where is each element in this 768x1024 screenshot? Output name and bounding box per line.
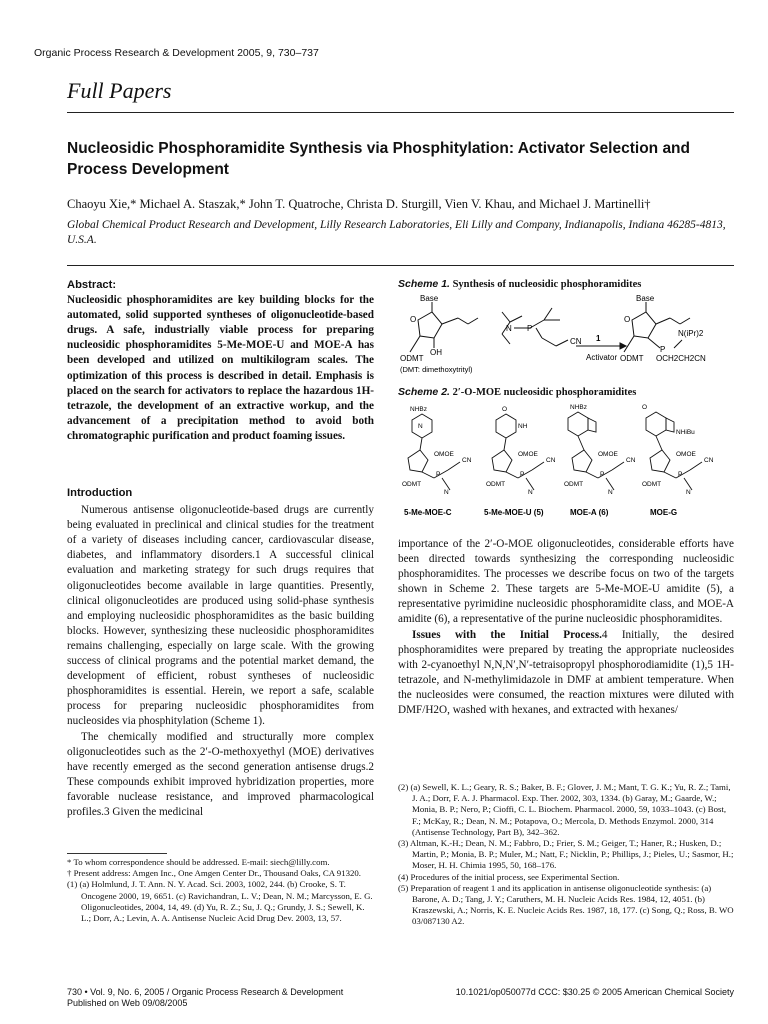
label-p: P [678,471,683,478]
label-n: N [608,489,613,496]
label-cn: CN [704,457,714,464]
footnote: (5) Preparation of reagent 1 and its application in antisense oligonucleotide synthesis: (a) Barone, A. D.; Tang, J. Y.; Caruthers, M. H. Nucleic Acids Res. 1984, 12, 4051. (b) Kraszewski, A.; Norris, K. E. Nucleic Acids Res. 1987, 18, 177. (c) Song, Q.; Ross, B. WO 03/087130 A2. [398,882,734,927]
journal-citation: Organic Process Research & Development 2005, 9, 730–737 [34,47,319,59]
label-p: P [600,471,605,478]
body-right [398,537,734,718]
label-base-product: Base [636,294,655,303]
label-odmt: ODMT [402,481,422,488]
label-odmt: ODMT [564,481,584,488]
title-rule [67,265,734,266]
section-title: Full Papers [67,78,172,103]
scheme-1-figure [398,294,734,380]
substituent-label: NHBz [410,406,427,413]
reagent-number: 1 [596,334,601,343]
footnote: (4) Procedures of the initial process, see Experimental Section. [398,871,620,882]
label-cn: CN [546,457,556,464]
footnotes-left [67,857,374,924]
label-p: P [436,471,441,478]
label-oh: OH [430,348,442,357]
header-rule [67,112,734,113]
intro-paragraph-1: Numerous antisense oligonucleotide-based drugs are currently being evaluated in preclinical and clinical studies for the treatment of a variety of diseases including cancer, cardiovascular disease, diabetes, and inflammatory disorders.1 A successful clinical evaluation and marketing strategy for such drugs requires that oligonucleotides become available in large quantities. Presently, clinical oligonucleotides are produced using solid-phase synthesis and employing nucleosidic phosphoramidites as the basic building blocks. However, synthesizing these nucleosidic phosphoramidites remains challenging, especially on large scale. With the growing success of clinical programs and the potential market demand, the development of efficient, robust syntheses of nucleosidic phosphoramidites is essential. Herein, we report a safe, scalable process for preparing nucleosidic phosphoramidites from nucleosides via phosphitylation (Scheme 1). [67,504,374,728]
compound-name: 5-Me-MOE-U (5) [484,508,544,517]
intro-paragraph-2: The chemically modified and structurally more complex oligonucleotides such as the 2′-O-methoxyethyl (MOE) derivatives have recently emerged as the second generation antisense drugs.2 These compounds exhibit improved hybridization properties, more favorable nuclease resistance, and improved pharmacological profiles.3 Given the medicinal [67,730,374,818]
introduction [67,486,374,820]
activator-label: Activator [586,353,618,362]
footnote: (1) (a) Holmlund, J. T. Ann. N. Y. Acad. Sci. 2003, 1002, 244. (b) Crooke, S. T. Oncogene 2000, 19, 6651. (c) Ravichandran, L. V.; Dean, N. M.; Marcysson, E. G. Oligonucleotides, 2004, 14, 49. (d) Yu, R. Z.; Su, J. Q.; Grundy, J. S.; Sewell, K. L.; Dorr, A.; Levin, A. A. Antisense Nucleic Acid Drug Dev. 2003, 13, 57. [67,879,373,924]
label-o-product: O [624,315,631,324]
label-p-product: P [660,345,666,354]
author-list: Chaoyu Xie,* Michael A. Staszak,* John T. Quatroche, Christa D. Sturgill, Vien V. Khau, and Michael J. Martinelli† [67,197,651,211]
footnote: (2) (a) Sewell, K. L.; Geary, R. S.; Baker, B. F.; Glover, J. M.; Mant, T. G. K.; Yu, R. Z.; Tami, J. A.; Dorr, F. A. J. Pharmacol. Exp. Ther. 2002, 303, 1334. (b) Garay, M.; Gaarde, W.; Monia, B. P.; Nero, P.; Cioffi, C. L. Biochem. Pharmacol. 2000, 59, 1033–1043. (c) Bost, F.; McKay, R.; Dean, N. M.; Potapova, O.; Mercola, D. Methods Enzymol. 2000, 314 (Antisense Technology, Part B), 342–362. [398,782,731,837]
compound-name: MOE-A (6) [570,508,609,517]
footer-published: Published on Web 09/08/2005 [67,998,188,1008]
label-odmt: ODMT [400,354,424,363]
abstract [67,278,374,444]
footer-right: 10.1021/op050077d CCC: $30.25 © 2005 American Chemical Society [455,987,734,997]
substituent-label: NHBz [570,404,587,411]
introduction-heading: Introduction [67,487,133,499]
label-cn: CN [570,337,582,346]
label-p: P [527,324,533,333]
label-ocn: OCH2CH2CN [656,354,706,363]
label-p: P [520,471,525,478]
label-n: N [418,423,423,430]
ribose-ring [418,312,442,338]
substituent-label: NHiBu [676,429,695,436]
label-n: N [528,489,533,496]
label-o: O [410,315,417,324]
label-omoe: OMOE [676,451,696,458]
footnote-rule-left [67,853,167,854]
label-odmt: ODMT [486,481,506,488]
abstract-heading: Abstract: [67,279,117,291]
footnote: † Present address: Amgen Inc., One Amgen Center Dr., Thousand Oaks, CA 91320. [67,868,362,879]
dmt-note: (DMT: dimethoxytrityl) [400,365,473,374]
footer-left [67,987,447,1009]
body-paragraph: importance of the 2′-O-MOE oligonucleotides, considerable efforts have been directed towards synthesizing the corresponding nucleosidic phosphoramidites. The processes we describe focus on two of the targets shown in Scheme 2. These targets are 5-Me-MOE-U amidite (5), a representative pyrimidine nucleosidic phosphoramidite class, and MOE-A amidite (6), a representative of the purine nucleosidic phosphoramidites. [398,538,734,626]
label-base: Base [420,294,439,303]
label-odmt-product: ODMT [620,354,644,363]
label-nipr2: N(iPr)2 [678,329,704,338]
footnotes-right [398,782,734,928]
abstract-text: Nucleosidic phosphoramidites are key building blocks for the automated, solid supported syntheses of oligonucleotide-based drugs. A safe, industrially viable process for preparing nucleosidic phosphoramidites 5-Me-MOE-U and MOE-A has been developed and utilized on multikilogram scales. The optimization of this process is described in detail. Emphasis is placed on the search for activators to replace the hazardous 1H-tetrazole, the development of an extractive workup, and the advancement of a precipitation method to avoid both chromatographic purification and product foaming issues. [67,294,374,442]
substituent-label: O [502,406,508,413]
label-n: N [686,489,691,496]
article-title: Nucleosidic Phosphoramidite Synthesis via Phosphitylation: Activator Selection and Process Development [67,140,690,178]
affiliation: Global Chemical Product Research and Development, Lilly Research Laboratories, Eli Lilly and Company, Indianapolis, Indiana 46285-4813, U.S.A. [67,219,726,246]
label-cn: CN [462,457,472,464]
label-n: N [444,489,449,496]
label-o: O [642,404,648,411]
footnote: (3) Altman, K.-H.; Dean, N. M.; Fabbro, D.; Frier, S. M.; Geiger, T.; Haner, R.; Husken, D.; Martin, P.; Monia, B. P.; Muler, M.; Natt, F.; Nicklin, P.; Phillips, J.; Pieles, U.; Sasmor, H.; Moser, H. H. Chimia 1995, 50, 168–176. [398,838,734,871]
compound-name: 5-Me-MOE-C [404,508,452,517]
scheme-2-caption: Scheme 2. 2′-O-MOE nucleosidic phosphoramidites [398,386,637,398]
footer-citation: 730 • Vol. 9, No. 6, 2005 / Organic Process Research & Development [67,987,344,997]
label-nh: NH [518,423,528,430]
label-omoe: OMOE [598,451,618,458]
scheme-2-figure [398,404,734,520]
label-n: N [506,324,512,333]
scheme-1-caption: Scheme 1. Synthesis of nucleosidic phosphoramidites [398,278,642,290]
label-cn: CN [626,457,636,464]
label-omoe: OMOE [434,451,454,458]
body-paragraph-issues: Issues with the Initial Process.4 Initially, the desired phosphoramidites were prepared by treating the appropriate nucleosides with 2-cyanoethyl N,N,N′,N′-tetraisopropyl phosphorodiamidite (1),5 1H-tetrazole, and N-methylimidazole in DMF at ambient temperature. When the nucleosides were consumed, the reaction mixtures were diluted with DMF/H2O, washed with hexanes, and extracted with hexanes/ [398,628,734,717]
run-in-heading: Issues with the Initial Process. [412,628,602,641]
compound-name: MOE-G [650,508,678,517]
footnote: * To whom correspondence should be addressed. E-mail: siech@lilly.com. [67,857,330,867]
label-omoe: OMOE [518,451,538,458]
label-odmt: ODMT [642,481,662,488]
